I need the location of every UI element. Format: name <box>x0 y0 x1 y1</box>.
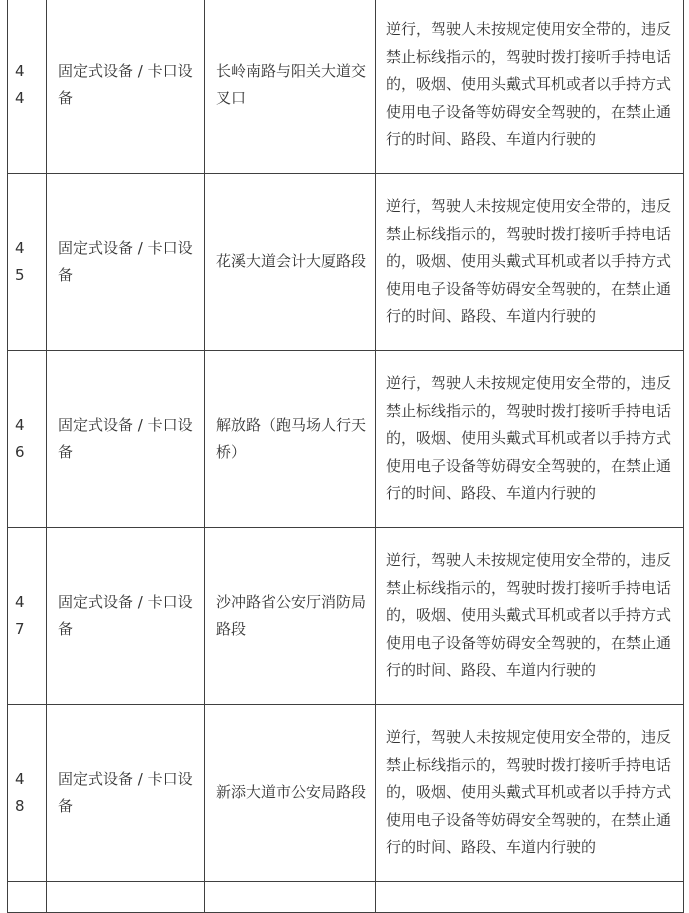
empty-cell <box>376 882 684 913</box>
violations-cell: 逆行，驾驶人未按规定使用安全带的，违反禁止标线指示的，驾驶时拨打接听手持电话的，吸烟、使用头戴式耳机或者以手持方式使用电子设备等妨碍安全驾驶的，在禁止通行的时间、路段、车道内行驶的 <box>376 528 684 705</box>
table-row-continuation <box>8 882 684 913</box>
row-number: 44 <box>15 61 25 107</box>
row-number: 46 <box>15 415 25 461</box>
location-cell: 花溪大道会计大厦路段 <box>205 174 376 351</box>
violations-cell: 逆行，驾驶人未按规定使用安全带的，违反禁止标线指示的，驾驶时拨打接听手持电话的，吸烟、使用头戴式耳机或者以手持方式使用电子设备等妨碍安全驾驶的，在禁止通行的时间、路段、车道内行驶的 <box>376 0 684 174</box>
row-number: 47 <box>15 592 25 638</box>
location-cell: 沙冲路省公安厅消防局路段 <box>205 528 376 705</box>
table-row <box>8 351 684 528</box>
device-type-cell: 固定式设备 / 卡口设备 <box>47 0 205 174</box>
device-type-cell: 固定式设备 / 卡口设备 <box>47 351 205 528</box>
table-row <box>8 705 684 882</box>
row-number-cell <box>8 0 47 174</box>
violations-cell: 逆行，驾驶人未按规定使用安全带的，违反禁止标线指示的，驾驶时拨打接听手持电话的，吸烟、使用头戴式耳机或者以手持方式使用电子设备等妨碍安全驾驶的，在禁止通行的时间、路段、车道内行驶的 <box>376 174 684 351</box>
table-row <box>8 0 684 174</box>
device-type-cell: 固定式设备 / 卡口设备 <box>47 174 205 351</box>
violations-cell: 逆行，驾驶人未按规定使用安全带的，违反禁止标线指示的，驾驶时拨打接听手持电话的，吸烟、使用头戴式耳机或者以手持方式使用电子设备等妨碍安全驾驶的，在禁止通行的时间、路段、车道内行驶的 <box>376 351 684 528</box>
row-number-cell <box>8 351 47 528</box>
violations-cell: 逆行，驾驶人未按规定使用安全带的，违反禁止标线指示的，驾驶时拨打接听手持电话的，吸烟、使用头戴式耳机或者以手持方式使用电子设备等妨碍安全驾驶的，在禁止通行的时间、路段、车道内行驶的 <box>376 705 684 882</box>
location-cell: 长岭南路与阳关大道交叉口 <box>205 0 376 174</box>
row-number: 48 <box>15 769 25 815</box>
device-type-cell: 固定式设备 / 卡口设备 <box>47 705 205 882</box>
row-number-cell <box>8 705 47 882</box>
table-row <box>8 174 684 351</box>
enforcement-device-table <box>7 0 684 913</box>
device-type-cell: 固定式设备 / 卡口设备 <box>47 528 205 705</box>
empty-cell <box>205 882 376 913</box>
empty-cell <box>8 882 47 913</box>
location-cell: 新添大道市公安局路段 <box>205 705 376 882</box>
row-number-cell <box>8 174 47 351</box>
row-number: 45 <box>15 238 25 284</box>
location-cell: 解放路（跑马场人行天桥） <box>205 351 376 528</box>
empty-cell <box>47 882 205 913</box>
table-row <box>8 528 684 705</box>
row-number-cell <box>8 528 47 705</box>
